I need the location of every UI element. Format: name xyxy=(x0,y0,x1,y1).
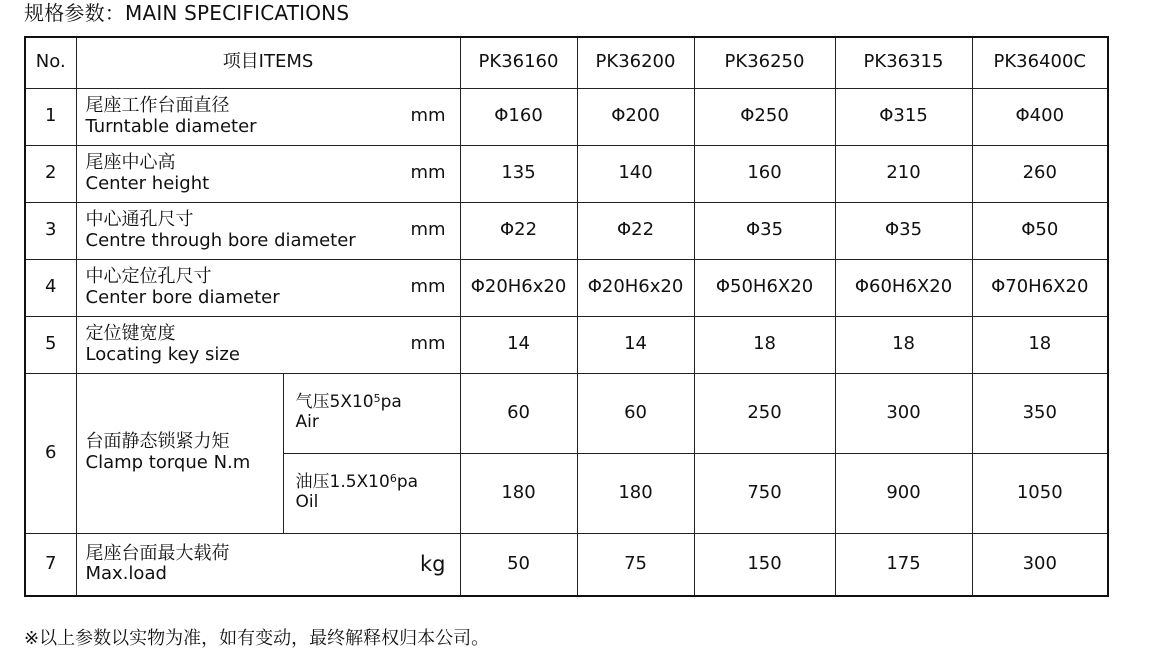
value-cell: Φ60H6X20 xyxy=(835,259,972,316)
value-cell: 1050 xyxy=(972,453,1108,533)
sub-item-en: Oil xyxy=(295,492,319,512)
row-number: 7 xyxy=(25,533,76,596)
exponent: 5 xyxy=(373,392,381,406)
header-model: PK36200 xyxy=(577,37,694,88)
value-cell: 135 xyxy=(460,145,577,202)
item-name-zh: 定位键宽度 xyxy=(85,322,176,344)
value-cell: 300 xyxy=(972,533,1108,596)
value-cell: 210 xyxy=(835,145,972,202)
footnote: ※以上参数以实物为准，如有变动，最终解释权归本公司。 xyxy=(24,628,490,649)
value-cell: 175 xyxy=(835,533,972,596)
item-name-zh: 中心定位孔尺寸 xyxy=(85,265,212,287)
row-number: 1 xyxy=(25,88,76,145)
value-cell: Φ20H6x20 xyxy=(577,259,694,316)
unit-label: mm xyxy=(410,333,446,355)
value-cell: 300 xyxy=(835,373,972,453)
value-cell: Φ22 xyxy=(460,202,577,259)
value-cell: 140 xyxy=(577,145,694,202)
table-row xyxy=(25,373,1108,453)
unit-label: mm xyxy=(410,276,446,298)
item-name-zh: 尾座工作台面直径 xyxy=(85,94,230,116)
unit-label: mm xyxy=(410,105,446,127)
value-cell: Φ250 xyxy=(694,88,835,145)
value-cell: Φ20H6x20 xyxy=(460,259,577,316)
value-cell: 60 xyxy=(460,373,577,453)
sub-item-unit: pa xyxy=(396,472,419,493)
item-name-en: Centre through bore diameter xyxy=(85,229,356,251)
row-number: 4 xyxy=(25,259,76,316)
table-row xyxy=(25,316,1108,373)
header-model: PK36315 xyxy=(835,37,972,88)
item-cell xyxy=(76,259,460,316)
item-name-en: Clamp torque N.m xyxy=(85,452,251,473)
item-cell xyxy=(76,145,460,202)
value-cell: Φ22 xyxy=(577,202,694,259)
table-row xyxy=(25,533,1108,596)
value-cell: Φ50 xyxy=(972,202,1108,259)
value-cell: 18 xyxy=(694,316,835,373)
value-cell: 50 xyxy=(460,533,577,596)
row-number: 2 xyxy=(25,145,76,202)
item-name-en: Max.load xyxy=(85,563,167,585)
item-cell xyxy=(76,533,460,596)
value-cell: 160 xyxy=(694,145,835,202)
page-title: 规格参数：MAIN SPECIFICATIONS xyxy=(24,1,350,25)
item-cell xyxy=(76,373,283,533)
header-no: No. xyxy=(25,37,76,88)
value-cell: 14 xyxy=(460,316,577,373)
table-row xyxy=(25,88,1108,145)
item-name-en: Center bore diameter xyxy=(85,286,280,308)
value-cell: 75 xyxy=(577,533,694,596)
table-row xyxy=(25,145,1108,202)
unit-label: mm xyxy=(410,219,446,241)
item-name-zh: 中心通孔尺寸 xyxy=(85,208,194,230)
item-name-en: Turntable diameter xyxy=(85,115,257,137)
unit-label: mm xyxy=(410,162,446,184)
header-model: PK36250 xyxy=(694,37,835,88)
value-cell: Φ35 xyxy=(694,202,835,259)
exponent: 6 xyxy=(389,472,397,486)
row-number: 6 xyxy=(25,373,76,533)
value-cell: Φ50H6X20 xyxy=(694,259,835,316)
value-cell: 180 xyxy=(460,453,577,533)
sub-item-unit: pa xyxy=(380,392,402,413)
item-name-zh: 尾座中心高 xyxy=(85,151,176,173)
value-cell: 18 xyxy=(972,316,1108,373)
item-cell xyxy=(76,316,460,373)
value-cell: 250 xyxy=(694,373,835,453)
value-cell: Φ315 xyxy=(835,88,972,145)
row-number: 3 xyxy=(25,202,76,259)
sub-item-zh: 油压1.5X10 xyxy=(295,472,390,493)
value-cell: 60 xyxy=(577,373,694,453)
table-header-row xyxy=(25,37,1108,88)
value-cell: Φ200 xyxy=(577,88,694,145)
value-cell: Φ35 xyxy=(835,202,972,259)
sub-item-zh: 气压5X10 xyxy=(295,392,374,413)
sub-item-en: Air xyxy=(295,412,319,432)
table-row xyxy=(25,202,1108,259)
value-cell: 14 xyxy=(577,316,694,373)
item-cell xyxy=(76,202,460,259)
value-cell: Φ70H6X20 xyxy=(972,259,1108,316)
header-model: PK36160 xyxy=(460,37,577,88)
header-model: PK36400C xyxy=(972,37,1108,88)
item-name-en: Center height xyxy=(85,172,210,194)
value-cell: 18 xyxy=(835,316,972,373)
item-name-en: Locating key size xyxy=(85,343,240,365)
value-cell: 260 xyxy=(972,145,1108,202)
table-row xyxy=(25,259,1108,316)
row-number: 5 xyxy=(25,316,76,373)
header-items: 项目ITEMS xyxy=(76,37,460,88)
item-name-zh: 台面静态锁紧力矩 xyxy=(85,431,230,453)
item-name-zh: 尾座台面最大载荷 xyxy=(85,542,230,564)
value-cell: Φ160 xyxy=(460,88,577,145)
sub-item-oil xyxy=(283,453,460,533)
value-cell: 350 xyxy=(972,373,1108,453)
value-cell: 750 xyxy=(694,453,835,533)
value-cell: 180 xyxy=(577,453,694,533)
value-cell: 150 xyxy=(694,533,835,596)
value-cell: Φ400 xyxy=(972,88,1108,145)
specifications-table xyxy=(24,36,1109,597)
unit-label: kg xyxy=(420,552,446,577)
value-cell: 900 xyxy=(835,453,972,533)
item-cell xyxy=(76,88,460,145)
sub-item-air xyxy=(283,373,460,453)
